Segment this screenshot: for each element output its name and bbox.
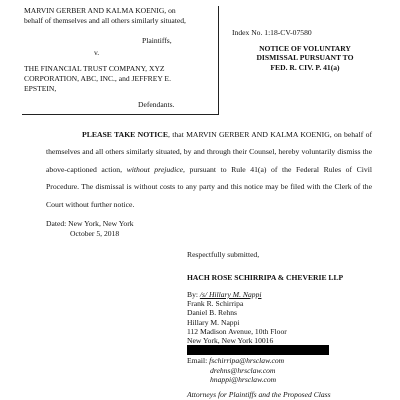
signature-block <box>187 290 287 345</box>
email-label: Email: <box>187 356 210 365</box>
email-1[interactable]: fschirripa@hrsclaw.com <box>209 356 285 365</box>
dated-line-2: October 5, 2018 <box>70 228 120 238</box>
plaintiffs-label: Plaintiffs, <box>142 36 172 45</box>
email-line-1 <box>187 356 284 366</box>
attorney-name-1: Frank R. Schirripa <box>187 299 244 309</box>
email-3[interactable]: hnappi@hrsclaw.com <box>210 375 277 385</box>
index-number: Index No. 1:18-CV-07580 <box>232 28 312 37</box>
notice-body <box>46 126 372 213</box>
notice-body-part-2: , pursuant to Rule 41(a) of the Federal Rules of Civil Procedure. The dismissal is without costs to any party and this notice may be filed with the Clerk of the Court without further notice. <box>46 164 372 209</box>
attorney-name-3: Hillary M. Nappi <box>187 317 240 327</box>
defendants-line-2: CORPORATION, ABC, INC., and JEFFREY E. <box>24 74 171 83</box>
redaction-bar <box>187 345 329 355</box>
attorneys-for: Attorneys for Plaintiffs and the Proposed Class <box>187 390 331 399</box>
notice-title-line-2: DISMISSAL PURSUANT TO <box>256 53 354 63</box>
signature-by-label: By: <box>187 290 200 299</box>
plaintiffs-line-2: behalf of themselves and all others similarly situated, <box>24 16 186 25</box>
notice-body-part-1: , that MARVIN GERBER AND KALMA KOENIG, on behalf of themselves and all others similarly situated, by and through their Counsel, hereby voluntarily dismiss the above-captioned action, <box>46 130 372 174</box>
notice-title-line-3: FED. R. CIV. P. 41(a) <box>270 62 340 72</box>
notice-emphasis: without prejudice <box>126 164 184 174</box>
email-2[interactable]: drehns@hrsclaw.com <box>210 365 276 375</box>
notice-title-line-1: NOTICE OF VOLUNTARY <box>259 44 351 53</box>
attorney-name-2: Daniel B. Rehns <box>187 308 237 318</box>
email-line-2 <box>187 366 284 376</box>
notice-title <box>226 44 384 72</box>
dated-line-1: Dated: New York, New York <box>46 219 134 228</box>
signature-line <box>187 290 287 299</box>
case-caption-box <box>22 6 219 115</box>
defendants-line-3: EPSTEIN, <box>24 84 57 93</box>
defendants-label: Defendants. <box>138 100 175 109</box>
signature-name: /s/ Hillary M. Nappi <box>199 290 262 299</box>
versus-label: v. <box>94 48 100 57</box>
dated-block <box>46 219 134 238</box>
email-line-3 <box>187 375 284 385</box>
defendants-line-1: THE FINANCIAL TRUST COMPANY, XYZ <box>24 64 165 73</box>
address-line-1: 112 Madison Avenue, 10th Floor <box>187 326 287 336</box>
plaintiffs-line-1: MARVIN GERBER AND KALMA KOENIG, on <box>24 6 176 15</box>
closing-text: Respectfully submitted, <box>187 250 260 259</box>
email-block <box>187 356 284 385</box>
firm-name: HACH ROSE SCHIRRIPA & CHEVERIE LLP <box>187 273 344 282</box>
notice-lead: PLEASE TAKE NOTICE <box>82 130 168 139</box>
address-line-2: New York, New York 10016 <box>187 336 274 346</box>
